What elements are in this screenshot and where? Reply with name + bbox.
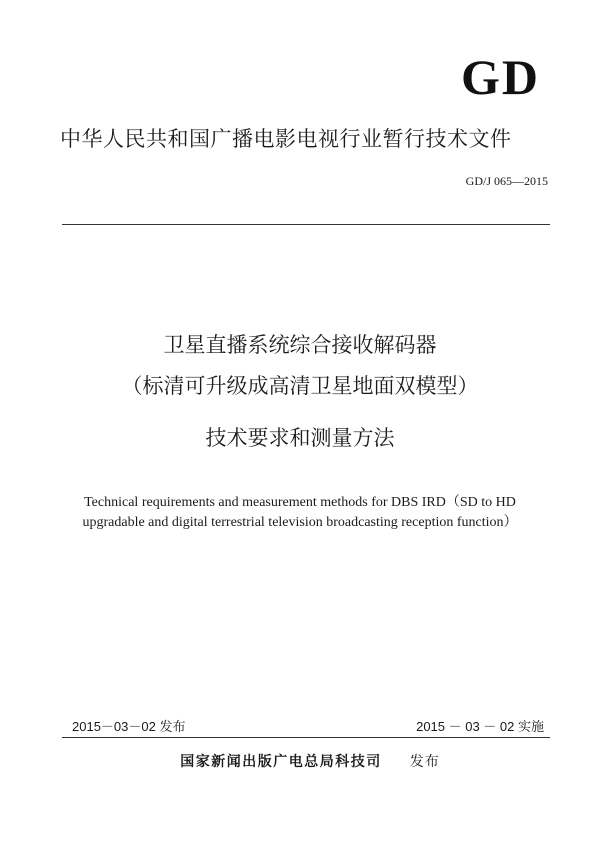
publisher-line: [110, 752, 510, 772]
implementation-date: 2015 － 03 － 02 实施: [416, 719, 544, 734]
english-title-line-2: upgradable and digital terrestrial television broadcasting reception function）: [82, 515, 518, 530]
document-title-line-1: 卫星直播系统综合接收解码器: [163, 333, 437, 357]
header-divider: [62, 224, 550, 225]
gd-logo: GD: [461, 49, 540, 105]
english-title-line-1: Technical requirements and measurement methods for DBS IRD（SD to HD: [84, 495, 516, 510]
standard-code: GD/J 065—2015: [465, 174, 548, 188]
footer-divider: [62, 737, 550, 738]
document-title-line-3: 技术要求和测量方法: [205, 426, 395, 450]
publish-label: 发布: [409, 754, 440, 770]
publisher-name: 国家新闻出版广电总局科技司: [180, 754, 382, 770]
document-title-line-2: （标清可升级成高清卫星地面双模型）: [121, 374, 479, 398]
issue-date: 2015－03－02 发布: [72, 719, 186, 734]
issuing-body-title: 中华人民共和国广播电影电视行业暂行技术文件: [60, 127, 512, 151]
